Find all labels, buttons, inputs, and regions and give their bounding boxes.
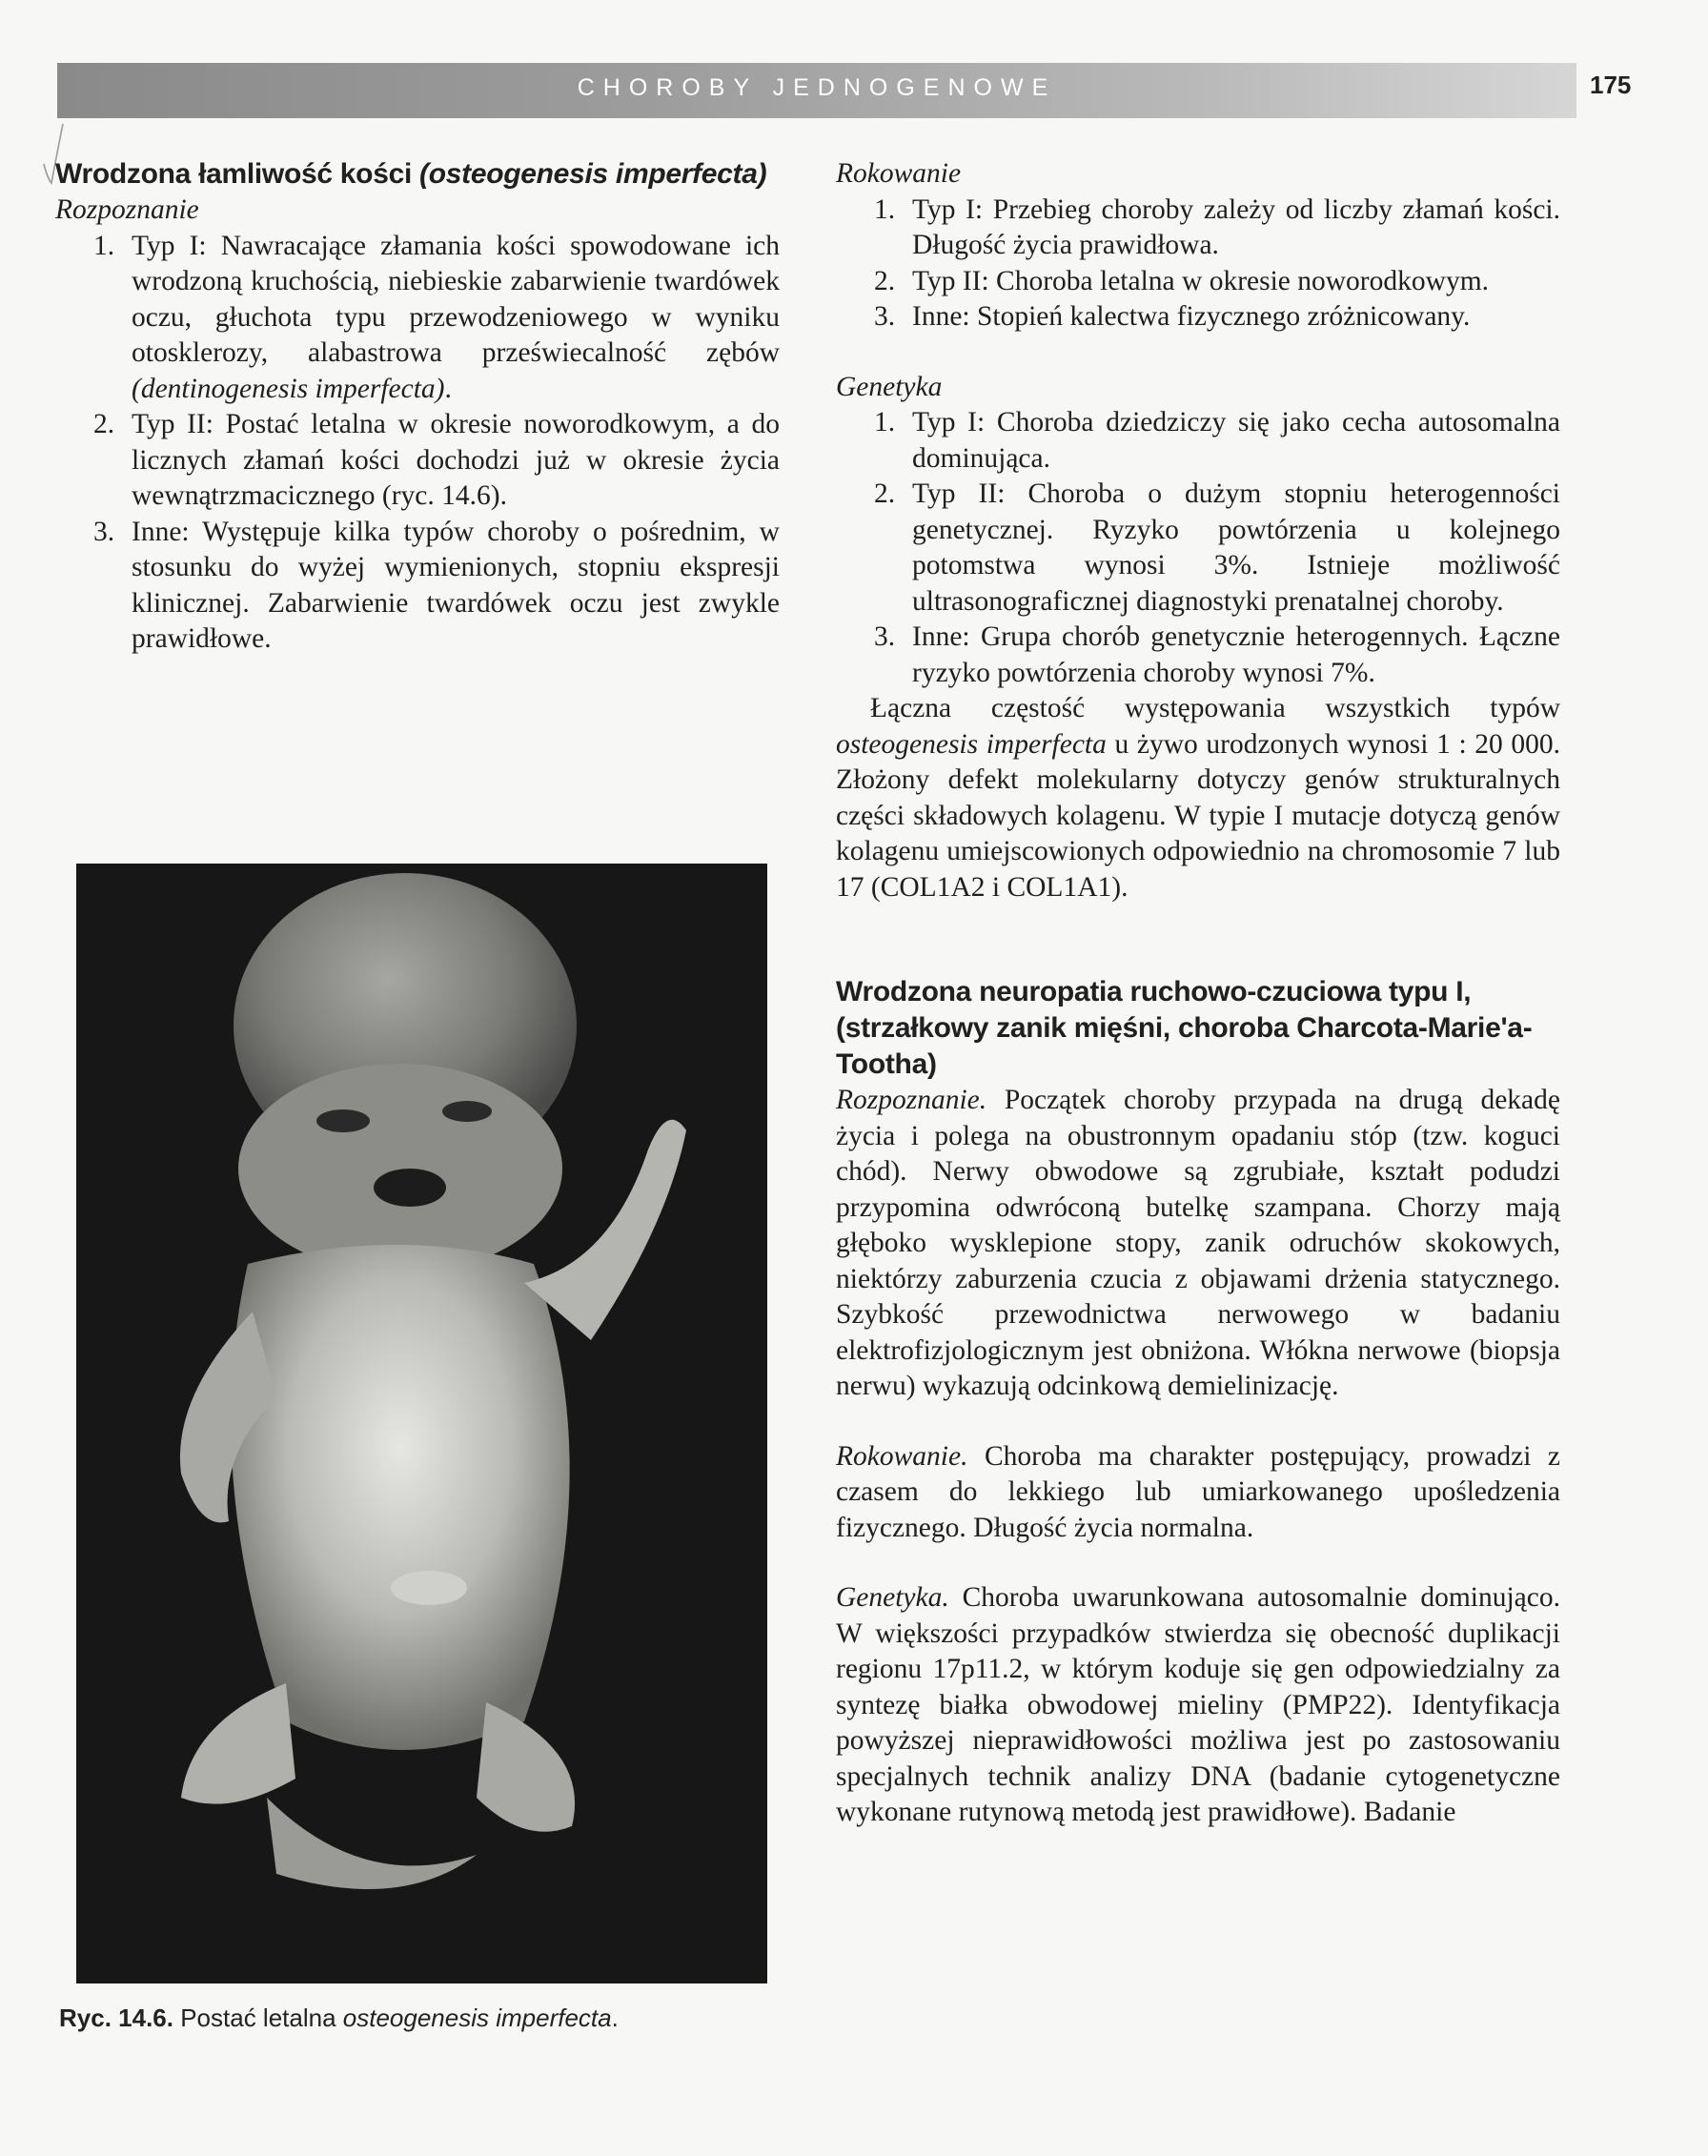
page-number: 175 (1590, 71, 1632, 99)
cmt-section-title: Wrodzona neuropatia ruchowo-czuciowa typu I, (strzałkowy zanik mięśni, choroba Charcota-Marie'a-Tootha) (836, 976, 1533, 1080)
figure-caption: Ryc. 14.6. Postać letalna osteogenesis imperfecta. (59, 2003, 619, 2032)
spacer (836, 1546, 1560, 1580)
cmt-prognosis-paragraph: Rokowanie. Choroba ma charakter postępujący, prowadzi z czasem do lekkiego lub umiarkowanego upośledzenia fizycznego. Długość życia normalna. (836, 1440, 1560, 1543)
list-item: 1. Typ I: Nawracające złamania kości spowodowane ich wrodzoną kruchością, niebieskie zabarwienie twardówek oczu, głuchota typu przewodzeniowego w wyniku otosklerozy, alabastrowa przeświecalność zębów (dentinogenesis imperfecta). (93, 230, 780, 404)
spacer (836, 905, 1560, 940)
oi-diagnosis-heading: Rozpoznanie (55, 194, 199, 225)
oi-prognosis-heading: Rokowanie (836, 158, 962, 189)
oi-genetics-heading: Genetyka (836, 371, 943, 402)
left-column (55, 156, 780, 658)
cmt-genetics-paragraph: Genetyka. Choroba uwarunkowana autosomalnie dominująco. W większości przypadków stwierdza się obecność duplikacji regionu 17p11.2, w którym koduje się gen odpowiedzialny za syntezę białka obwodowej mieliny (PMP22). Identyfikacja powyższej nieprawidłowości możliwa jest po zastosowaniu specjalnych technik analizy DNA (badanie cytogenetyczne wykonane rutynową metodą jest prawidłowe). Badanie (836, 1582, 1560, 1827)
oi-section-title: Wrodzona łamliwość kości (osteogenesis imperfecta) (55, 158, 767, 190)
oi-genetics-summary: Łączna częstość występowania wszystkich typów osteogenesis imperfecta u żywo urodzonych wynosi 1 : 20 000. Złożony defekt molekularny dotyczy genów strukturalnych części składowych kolagenu. W typie I mutacje dotyczą genów kolagenu umiejscowionych odpowiednio na chromosomie 7 lub 17 (COL1A2 i COL1A1). (836, 693, 1560, 903)
infant-photo-illustration (76, 864, 767, 1983)
figure-photo (76, 864, 767, 1983)
spacer (836, 940, 1560, 974)
right-column (836, 156, 1560, 1831)
spacer (836, 1405, 1560, 1439)
list-item: 2. Typ II: Choroba letalna w okresie noworodkowym. (874, 265, 1490, 296)
list-item: 2. Typ II: Choroba o dużym stopniu heterogenności genetycznej. Ryzyko powtórzenia u kolejnego potomstwa wynosi 3%. Istnieje możliwość ultrasonograficznej diagnostyki prenatalnej choroby. (874, 478, 1560, 617)
list-item: 3. Inne: Występuje kilka typów choroby o pośrednim, w stosunku do wyżej wymienionych, stopniu ekspresji klinicznej. Zabarwienie twardówek oczu jest zwykle prawidłowe. (93, 516, 780, 654)
spacer (836, 336, 1560, 370)
list-item: 1. Typ I: Przebieg choroby zależy od liczby złamań kości. Długość życia prawidłowa. (874, 193, 1560, 260)
list-item: 3. Inne: Grupa chorób genetycznie heterogennych. Łączne ryzyko powtórzenia choroby wynosi 7%. (874, 621, 1560, 688)
list-item: 2. Typ II: Postać letalna w okresie noworodkowym, a do licznych złamań kości dochodzi już w okresie życia wewnątrzmacicznego (ryc. 14.6). (93, 409, 780, 511)
running-header-bar (57, 63, 1576, 118)
cmt-diagnosis-paragraph: Rozpoznanie. Początek choroby przypada na drugą dekadę życia i polega na obustronnym opadaniu stóp (tzw. koguci chód). Nerwy obwodowe są zgrubiałe, kształt podudzi przypomina odwróconą butelkę szampana. Chorzy mają głęboko wysklepione stopy, zanik odruchów skokowych, niektórzy zaburzenia czucia z objawami drżenia statycznego. Szybkość przewodnictwa nerwowego w badaniu elektrofizjologicznym jest obniżona. Włókna nerwowe (biopsja nerwu) wykazują odcinkową demielinizację. (836, 1085, 1560, 1401)
running-header-title: CHOROBY JEDNOGENOWE (577, 74, 1057, 101)
list-item: 1. Typ I: Choroba dziedziczy się jako cecha autosomalna dominująca. (874, 407, 1560, 474)
list-item: 3. Inne: Stopień kalectwa fizycznego zróżnicowany. (874, 301, 1471, 332)
